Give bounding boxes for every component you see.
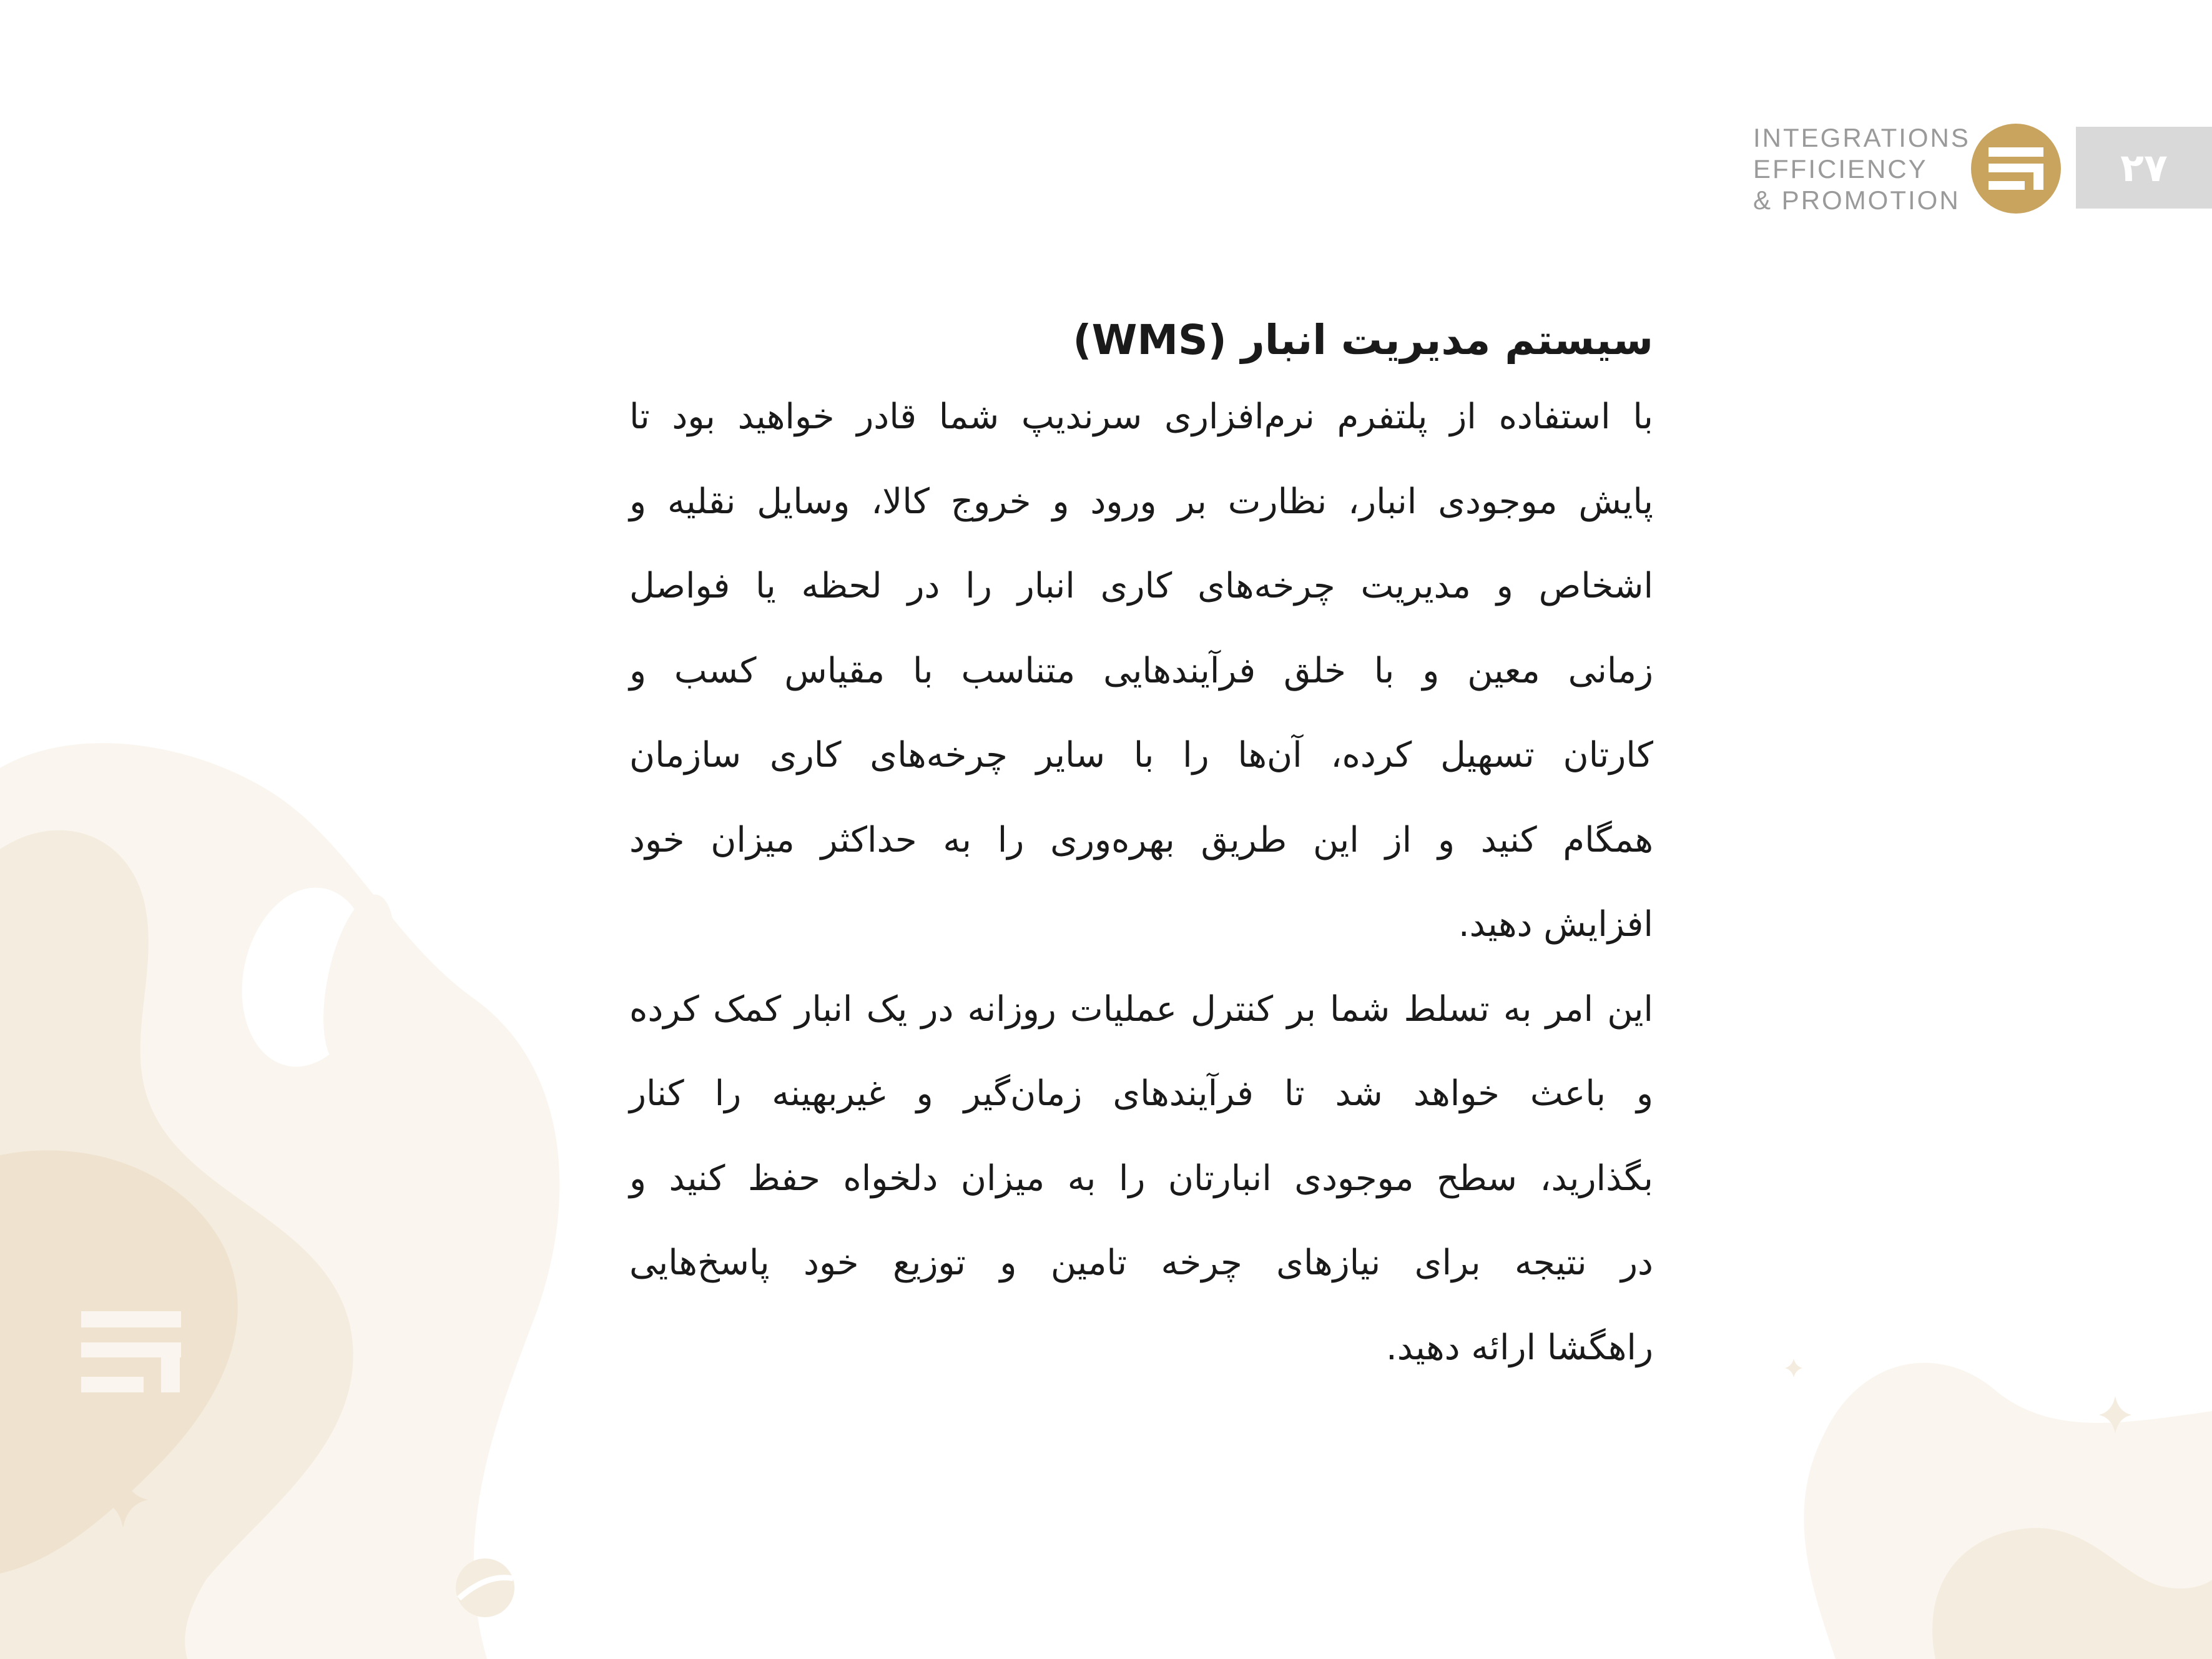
text-line: بگذارید، سطح موجودی انبارتان را به میزان دلخواه حفظ کنید و [629,1158,1653,1199]
text-line: همگام کنید و از این طریق بهره‌وری را به حداکثر میزان خود [629,819,1653,860]
article-paragraph-2 [629,967,1653,1391]
tagline-line: & PROMOTION [1753,185,1960,215]
tagline-line: EFFICIENCY [1753,154,1928,184]
article-paragraph-1 [629,375,1653,967]
text-line: راهگشا ارائه دهید. [1385,1327,1653,1368]
sparkle-icon [1785,1359,1802,1377]
text-line: زمانی معین و با خلق فرآیندهایی متناسب با مقیاس کسب و [629,650,1653,691]
page-number-badge [2076,127,2212,209]
article-title: سیستم مدیریت انبار (WMS) [1073,316,1653,364]
text-line: کارتان تسهیل کرده، آن‌ها را با سایر چرخه‌های کاری سازمان [629,735,1653,775]
page-number: ۲۷ [2120,145,2168,190]
text-line: پایش موجودی انبار، نظارت بر ورود و خروج کالا، وسایل نقلیه و [629,481,1653,522]
brand-logo-icon [1971,124,2061,214]
text-line: با استفاده از پلتفرم نرم‌افزاری سرندیپ شما قادر خواهید بود تا [629,396,1653,437]
text-line: در نتیجه برای نیازهای چرخه تامین و توزیع خود پاسخ‌هایی [629,1243,1653,1283]
watermark-logo-icon [44,1265,221,1442]
brand-tagline [1753,122,1970,216]
article [629,306,1653,1390]
text-line: این امر به تسلط شما بر کنترل عملیات روزانه در یک انبار کمک کرده [629,988,1653,1030]
tagline-line: INTEGRATIONS [1753,123,1970,152]
text-line: اشخاص و مدیریت چرخه‌های کاری انبار را در لحظه یا فواصل [629,566,1653,606]
text-line: افزایش دهید. [1458,904,1653,945]
small-planet-icon [456,1558,514,1617]
text-line: و باعث خواهد شد تا فرآیندهای زمان‌گیر و غیربهینه را کنار [629,1073,1653,1114]
